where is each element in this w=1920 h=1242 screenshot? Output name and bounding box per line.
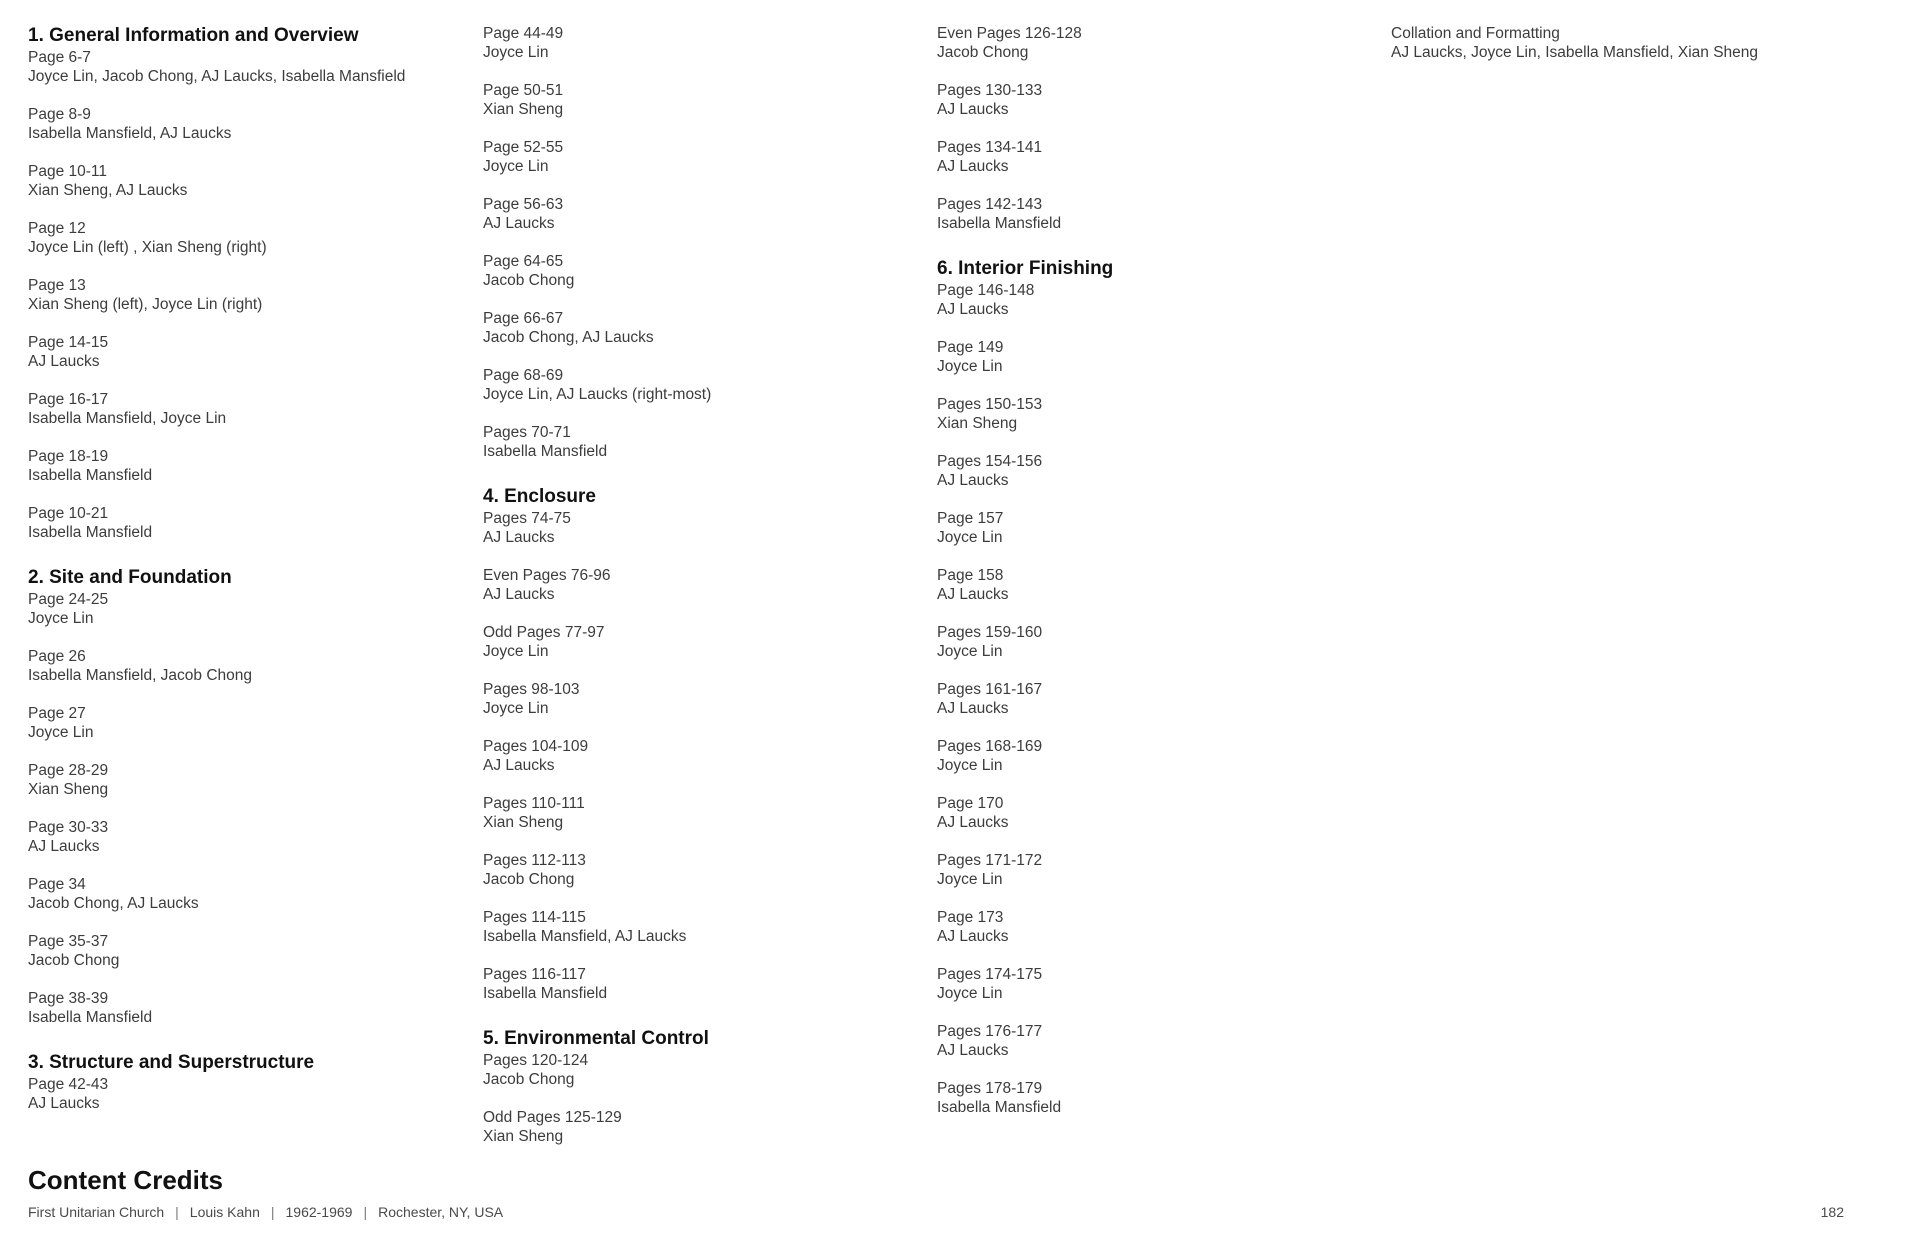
section-heading: 3. Structure and Superstructure [28,1052,315,1073]
section-heading: 2. Site and Foundation [28,567,232,588]
entry-pages: Page 30-33 [28,819,109,836]
credit-entry [483,252,923,290]
entry-pages: Page 35-37 [28,933,109,950]
credits-column-2 [483,24,923,1146]
entry-pages: Page 68-69 [483,367,564,384]
credit-entry [28,219,468,257]
entry-pages: Pages 168-169 [937,738,1043,755]
entry-credit: AJ Laucks [28,1095,100,1112]
entry-credit: Joyce Lin [483,44,549,61]
credit-entry [937,395,1377,433]
entry-credit: Joyce Lin [937,643,1003,660]
credit-entry [483,623,923,661]
entry-pages: Page 42-43 [28,1076,109,1093]
entry-pages: Pages 110-111 [483,795,585,812]
credits-section [483,485,923,1003]
entry-credit: AJ Laucks [937,700,1009,717]
entry-pages: Pages 161-167 [937,681,1043,698]
credit-entry [937,509,1377,547]
credit-entry [483,1108,923,1146]
credit-entry [28,647,468,685]
entry-credit: AJ Laucks [937,928,1009,945]
entry-credit: Isabella Mansfield, Joyce Lin [28,410,227,427]
entry-credit: Joyce Lin [937,358,1003,375]
credit-entry [937,965,1377,1003]
entry-pages: Page 8-9 [28,106,91,123]
entry-pages: Page 16-17 [28,391,109,408]
entry-credit: Joyce Lin [483,158,549,175]
credit-entry [28,875,468,913]
credit-entry [483,195,923,233]
credits-column-4 [1391,24,1831,62]
entry-pages: Pages 178-179 [937,1080,1043,1097]
credit-entry [937,1022,1377,1060]
entry-credit: Isabella Mansfield [28,467,153,484]
credit-entry [28,447,468,485]
entry-pages: Page 34 [28,876,86,893]
entry-credit: Jacob Chong [937,44,1029,61]
credit-entry [483,423,923,461]
credit-entry [937,794,1377,832]
credit-entry [937,452,1377,490]
entry-pages: Collation and Formatting [1391,25,1560,42]
credit-entry [483,965,923,1003]
entry-pages: Pages 134-141 [937,139,1043,156]
entry-pages: Pages 154-156 [937,453,1043,470]
footer-separator: | [270,1204,275,1220]
entry-credit: Isabella Mansfield [483,443,608,460]
page-number: 182 [1820,1204,1844,1220]
footer-years: 1962-1969 [285,1204,353,1220]
credit-entry [28,989,468,1027]
entry-pages: Pages 130-133 [937,82,1043,99]
credits-section [483,1027,923,1146]
entry-pages: Page 26 [28,648,86,665]
entry-pages: Pages 174-175 [937,966,1043,983]
entry-pages: Page 18-19 [28,448,109,465]
entry-credit: Isabella Mansfield [937,215,1062,232]
credit-entry [28,105,468,143]
credits-section [483,24,923,461]
section-heading: 1. General Information and Overview [28,25,359,46]
entry-pages: Page 173 [937,909,1004,926]
credit-entry [937,623,1377,661]
footer [28,1203,503,1221]
credit-entry [28,333,468,371]
credit-entry [937,1079,1377,1117]
credit-entry [937,737,1377,775]
entry-pages: Page 10-21 [28,505,109,522]
footer-separator: | [363,1204,368,1220]
credit-entry [483,509,923,547]
credit-entry [28,162,468,200]
entry-credit: Isabella Mansfield [937,1099,1062,1116]
credit-entry [483,680,923,718]
entry-credit: Xian Sheng [483,101,564,118]
credit-entry [483,794,923,832]
entry-pages: Page 56-63 [483,196,564,213]
entry-credit: Joyce Lin (left) , Xian Sheng (right) [28,239,267,256]
credit-entry [483,566,923,604]
entry-credit: Isabella Mansfield, Jacob Chong [28,667,253,684]
section-heading: 5. Environmental Control [483,1028,709,1049]
credit-entry [28,590,468,628]
entry-pages: Pages 120-124 [483,1052,589,1069]
entry-credit: AJ Laucks [483,757,555,774]
entry-credit: AJ Laucks [937,301,1009,318]
footer-architect: Louis Kahn [189,1204,260,1220]
entry-pages: Page 6-7 [28,49,91,66]
entry-pages: Pages 104-109 [483,738,589,755]
credits-section [937,257,1377,1117]
credits-column-1 [28,24,468,1113]
entry-pages: Even Pages 76-96 [483,567,611,584]
entry-pages: Page 38-39 [28,990,109,1007]
entry-pages: Page 149 [937,339,1004,356]
entry-pages: Pages 112-113 [483,852,586,869]
entry-credit: Xian Sheng, AJ Laucks [28,182,188,199]
entry-credit: AJ Laucks [937,814,1009,831]
entry-pages: Page 10-11 [28,163,107,180]
credit-entry [28,932,468,970]
entry-pages: Page 28-29 [28,762,109,779]
entry-credit: Joyce Lin [483,700,549,717]
entry-pages: Page 13 [28,277,86,294]
footer-building: First Unitarian Church [28,1204,165,1220]
entry-pages: Pages 150-153 [937,396,1043,413]
entry-credit: AJ Laucks [483,529,555,546]
credit-entry [937,566,1377,604]
entry-pages: Odd Pages 125-129 [483,1109,622,1126]
credit-entry [937,81,1377,119]
entry-pages: Page 66-67 [483,310,564,327]
entry-credit: Xian Sheng [483,1128,564,1145]
entry-credit: Jacob Chong [483,1071,575,1088]
entry-pages: Page 50-51 [483,82,564,99]
entry-credit: Isabella Mansfield, AJ Laucks [483,928,687,945]
credits-section [28,1051,468,1113]
credit-entry [937,908,1377,946]
entry-credit: Jacob Chong, AJ Laucks [28,895,199,912]
entry-credit: AJ Laucks [937,158,1009,175]
credits-section [1391,24,1831,62]
entry-credit: AJ Laucks, Joyce Lin, Isabella Mansfield, Xian Sheng [1391,44,1759,61]
entry-pages: Pages 142-143 [937,196,1043,213]
entry-credit: AJ Laucks [483,215,555,232]
entry-credit: Isabella Mansfield [28,524,153,541]
entry-pages: Page 24-25 [28,591,109,608]
entry-credit: Joyce Lin [937,871,1003,888]
credit-entry [483,81,923,119]
credit-entry [28,48,468,86]
section-heading: 6. Interior Finishing [937,258,1114,279]
credit-entry [28,818,468,856]
credit-entry [483,851,923,889]
entry-credit: Joyce Lin [28,610,94,627]
entry-pages: Page 64-65 [483,253,564,270]
entry-credit: Joyce Lin, Jacob Chong, AJ Laucks, Isabella Mansfield [28,68,406,85]
entry-pages: Pages 159-160 [937,624,1043,641]
entry-pages: Page 158 [937,567,1004,584]
entry-credit: Joyce Lin [937,985,1003,1002]
entry-pages: Page 157 [937,510,1004,527]
entry-pages: Page 27 [28,705,86,722]
entry-pages: Page 14-15 [28,334,109,351]
credit-entry [937,851,1377,889]
credits-section [28,24,468,542]
entry-pages: Pages 70-71 [483,424,571,441]
credits-column-3 [937,24,1377,1117]
entry-credit: Isabella Mansfield, AJ Laucks [28,125,232,142]
entry-pages: Odd Pages 77-97 [483,624,605,641]
entry-credit: Jacob Chong, AJ Laucks [483,329,654,346]
credits-section [937,24,1377,233]
entry-credit: AJ Laucks [28,353,100,370]
credit-entry [28,1075,468,1113]
credit-entry [28,761,468,799]
entry-credit: AJ Laucks [937,101,1009,118]
entry-credit: Jacob Chong [483,871,575,888]
credit-entry [483,1051,923,1089]
entry-credit: AJ Laucks [937,472,1009,489]
entry-credit: Jacob Chong [28,952,120,969]
entry-pages: Page 52-55 [483,139,564,156]
entry-credit: AJ Laucks [28,838,100,855]
credits-section [28,566,468,1027]
credit-entry [937,281,1377,319]
credit-entry [937,138,1377,176]
credit-entry [937,24,1377,62]
entry-credit: Xian Sheng (left), Joyce Lin (right) [28,296,263,313]
credit-entry [937,195,1377,233]
credit-entry [1391,24,1831,62]
entry-credit: Xian Sheng [937,415,1018,432]
credit-entry [483,908,923,946]
credit-entry [28,276,468,314]
entry-pages: Page 12 [28,220,86,237]
credit-entry [483,366,923,404]
entry-credit: Jacob Chong [483,272,575,289]
entry-credit: Joyce Lin, AJ Laucks (right-most) [483,386,712,403]
entry-pages: Pages 176-177 [937,1023,1043,1040]
section-heading: 4. Enclosure [483,486,596,507]
entry-pages: Pages 116-117 [483,966,586,983]
entry-credit: Joyce Lin [937,757,1003,774]
credit-entry [483,138,923,176]
entry-credit: Xian Sheng [28,781,109,798]
entry-pages: Pages 171-172 [937,852,1043,869]
entry-credit: Joyce Lin [937,529,1003,546]
credit-entry [28,504,468,542]
entry-pages: Even Pages 126-128 [937,25,1082,42]
entry-pages: Pages 98-103 [483,681,580,698]
entry-credit: Joyce Lin [483,643,549,660]
credit-entry [483,309,923,347]
entry-credit: AJ Laucks [483,586,555,603]
footer-separator: | [175,1204,179,1220]
credit-entry [483,737,923,775]
entry-credit: Xian Sheng [483,814,564,831]
page-title: Content Credits [28,1165,223,1195]
entry-credit: AJ Laucks [937,586,1009,603]
credit-entry [28,704,468,742]
entry-pages: Pages 74-75 [483,510,571,527]
entry-pages: Page 170 [937,795,1004,812]
credit-entry [937,338,1377,376]
entry-credit: Joyce Lin [28,724,94,741]
credit-entry [28,390,468,428]
entry-pages: Page 146-148 [937,282,1035,299]
credit-entry [483,24,923,62]
footer-location: Rochester, NY, USA [378,1204,504,1220]
entry-credit: AJ Laucks [937,1042,1009,1059]
entry-credit: Isabella Mansfield [28,1009,153,1026]
credit-entry [937,680,1377,718]
entry-pages: Page 44-49 [483,25,564,42]
entry-pages: Pages 114-115 [483,909,586,926]
entry-credit: Isabella Mansfield [483,985,608,1002]
